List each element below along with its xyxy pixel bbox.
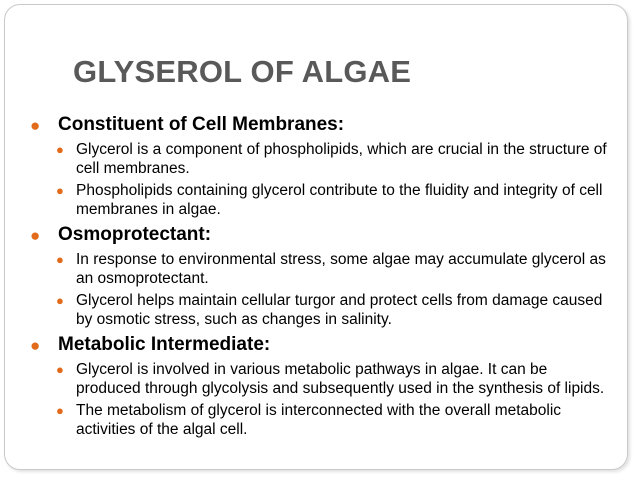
list-item — [30, 291, 610, 329]
section-heading-text: Osmoprotectant: — [58, 224, 212, 245]
section-metabolic-intermediate — [30, 334, 610, 439]
slide-content — [30, 114, 610, 442]
list-item — [30, 250, 610, 288]
section-cell-membranes — [30, 114, 610, 219]
section-osmoprotectant — [30, 224, 610, 329]
bullet-icon: ● — [30, 336, 41, 355]
list-item-text: In response to environmental stress, some algae may accumulate glycerol as an osmoprotectant. — [76, 251, 606, 287]
slide-title: GLYSEROL OF ALGAE — [73, 54, 412, 89]
section-heading — [30, 114, 610, 136]
list-item — [30, 140, 610, 178]
bullet-icon: ● — [56, 362, 64, 377]
bullet-icon: ● — [56, 252, 64, 267]
section-heading-text: Constituent of Cell Membranes: — [58, 114, 345, 135]
list-item — [30, 360, 610, 398]
bullet-icon: ● — [56, 183, 64, 198]
section-heading — [30, 334, 610, 356]
list-item-text: Glycerol is involved in various metabolic pathways in algae. It can be produced through glycolysis and subsequently used in the synthesis of lipids. — [76, 361, 605, 397]
list-item-text: Glycerol is a component of phospholipids, which are crucial in the structure of cell membranes. — [76, 141, 607, 177]
section-heading — [30, 224, 610, 246]
list-item — [30, 401, 610, 439]
bullet-icon: ● — [56, 293, 64, 308]
bullet-icon: ● — [56, 403, 64, 418]
bullet-icon: ● — [30, 116, 41, 135]
list-item-text: Phospholipids containing glycerol contribute to the fluidity and integrity of cell membranes in algae. — [76, 182, 603, 218]
list-item — [30, 181, 610, 219]
bullet-icon: ● — [56, 142, 64, 157]
list-item-text: The metabolism of glycerol is interconnected with the overall metabolic activities of the algal cell. — [76, 402, 562, 438]
section-heading-text: Metabolic Intermediate: — [58, 334, 271, 355]
list-item-text: Glycerol helps maintain cellular turgor and protect cells from damage caused by osmotic stress, such as changes in salinity. — [76, 292, 603, 328]
bullet-icon: ● — [30, 226, 41, 245]
